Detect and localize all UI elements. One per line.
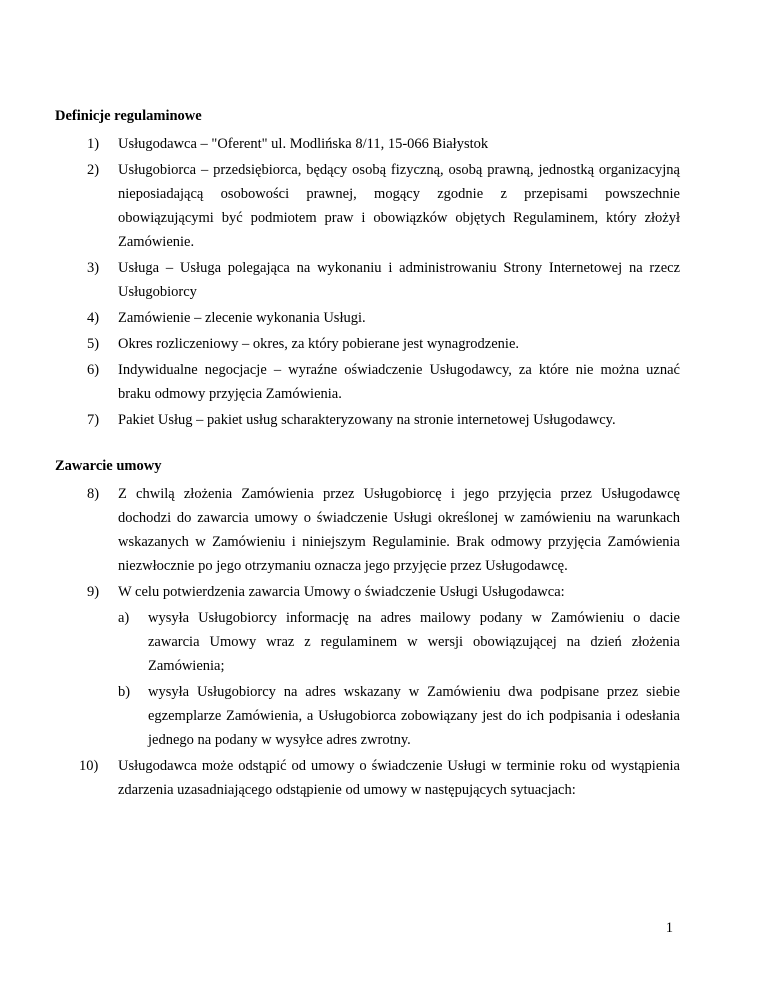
item-number: 5): [87, 336, 100, 352]
section-contract: [55, 456, 680, 804]
item-text: W celu potwierdzenia zawarcia Umowy o świadczenie Usługi Usługodawca:: [118, 584, 565, 600]
section-heading-contract: Zawarcie umowy: [55, 458, 162, 474]
item-text: Usługa – Usługa polegająca na wykonaniu i administrowaniu Strony Internetowej na rzecz Usługobiorcy: [118, 260, 680, 300]
item-number: 8): [87, 486, 100, 502]
item-number: 7): [87, 412, 100, 428]
item-text: Usługodawca – "Oferent" ul. Modlińska 8/11, 15-066 Białystok: [118, 136, 489, 152]
item-number: 6): [87, 362, 100, 378]
item-number: 2): [87, 162, 100, 178]
item-number: 3): [87, 260, 100, 276]
item-number: 9): [87, 584, 100, 600]
list-item: [55, 132, 680, 156]
list-item: [55, 580, 680, 604]
item-text: Usługodawca może odstąpić od umowy o świadczenie Usługi w terminie roku od wystąpienia zdarzenia uzasadniającego odstąpienie od umowy w następujących sytuacjach:: [118, 758, 680, 798]
sub-list-item: [55, 680, 680, 752]
list-item: [55, 256, 680, 304]
list-item: [55, 158, 680, 254]
item-text: Usługobiorca – przedsiębiorca, będący osobą fizyczną, osobą prawną, jednostką organizacyjną nieposiadającą osobowości prawnej, mogący zgodnie z przepisami powszechnie obowiązującymi być podmiotem praw i obowiązków objętych Regulaminem, który złożył Zamówienie.: [118, 162, 680, 250]
item-text: Okres rozliczeniowy – okres, za który pobierane jest wynagrodzenie.: [118, 336, 520, 352]
item-text: Zamówienie – zlecenie wykonania Usługi.: [118, 310, 366, 326]
item-number: 1): [87, 136, 100, 152]
sub-list-item: [55, 606, 680, 678]
list-item: [55, 482, 680, 578]
page-number: 1: [665, 920, 673, 936]
list-item: [55, 358, 680, 406]
contract-list: [55, 482, 680, 802]
sub-item-letter: b): [118, 684, 131, 700]
item-text: wysyła Usługobiorcy informację na adres mailowy podany w Zamówieniu o dacie zawarcia Umowy wraz z regulaminem w wersji obowiązującej na dzień złożenia Zamówienia;: [148, 610, 680, 674]
item-text: wysyła Usługobiorcy na adres wskazany w Zamówieniu dwa podpisane przez siebie egzemplarze Zamówienia, a Usługobiorca zobowiązany jest do ich podpisania i odesłania jednego na podany w wysyłce adres zwrotny.: [148, 684, 680, 748]
section-definitions: [55, 106, 680, 434]
definitions-list: [55, 132, 680, 432]
item-text: Pakiet Usług – pakiet usług scharakteryzowany na stronie internetowej Usługodawcy.: [118, 412, 616, 428]
sub-item-letter: a): [118, 610, 130, 626]
list-item: [55, 306, 680, 330]
list-item: [55, 408, 680, 432]
item-text: Indywidualne negocjacje – wyraźne oświadczenie Usługodawcy, za które nie można uznać braku odmowy przyjęcia Zamówienia.: [118, 362, 680, 402]
item-number: 10): [79, 758, 99, 774]
list-item: [55, 754, 680, 802]
section-heading-definitions: Definicje regulaminowe: [55, 108, 202, 124]
item-text: Z chwilą złożenia Zamówienia przez Usługobiorcę i jego przyjęcia przez Usługodawcę dochodzi do zawarcia umowy o świadczenie Usługi określonej w zamówieniu na warunkach wskazanych w Zamówieniu i niniejszym Regulaminie. Brak odmowy przyjęcia Zamówienia niezwłocznie po jego otrzymaniu oznacza jego przyjęcie przez Usługodawcę.: [118, 486, 680, 574]
item-number: 4): [87, 310, 100, 326]
list-item: [55, 332, 680, 356]
